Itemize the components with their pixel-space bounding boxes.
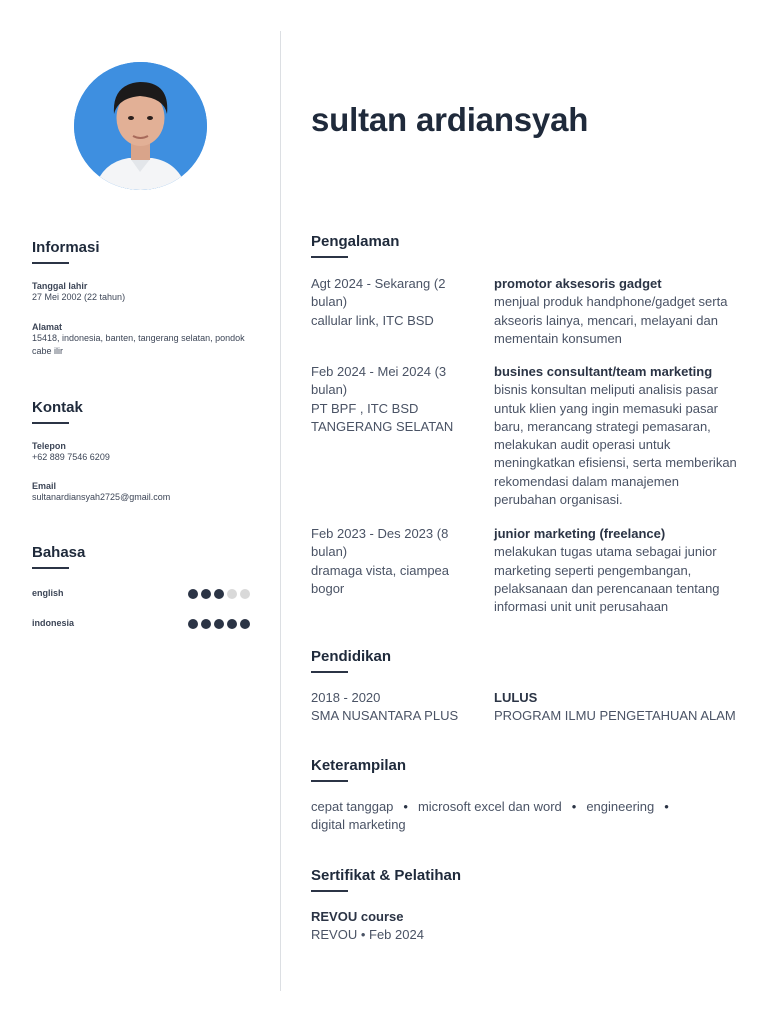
skill-separator: • — [664, 799, 669, 814]
experience-company: callular link, ITC BSD — [311, 312, 434, 328]
section-rule — [311, 256, 348, 258]
skill-item: microsoft excel dan word — [417, 799, 562, 814]
education-section — [311, 648, 741, 724]
language-name: indonesia — [32, 618, 75, 628]
experience-section — [311, 233, 741, 615]
language-level — [188, 619, 250, 629]
certificates-title: Sertifikat & Pelatihan — [311, 867, 462, 884]
level-dot — [201, 589, 211, 599]
level-dot — [227, 589, 237, 599]
education-program: PROGRAM ILMU PENGETAHUAN ALAM — [494, 708, 736, 724]
language-row — [32, 617, 250, 631]
address-value: 15418, indonesia, banten, tangerang selatan, pondok cabe ilir — [32, 333, 245, 356]
section-rule — [311, 890, 348, 892]
language-level — [188, 589, 250, 599]
email-label: Email — [32, 481, 57, 491]
language-title: Bahasa — [32, 544, 86, 561]
level-dot — [240, 619, 250, 629]
info-title: Informasi — [32, 239, 100, 256]
skill-item: cepat tanggap — [311, 799, 394, 814]
phone-label: Telepon — [32, 441, 66, 451]
experience-title: Pengalaman — [311, 233, 400, 250]
column-divider — [280, 31, 281, 991]
section-rule — [311, 671, 348, 673]
skills-section — [311, 757, 741, 835]
experience-role: promotor aksesoris gadget — [494, 276, 662, 291]
skill-separator: • — [571, 799, 577, 814]
experience-description: menjual produk handphone/gadget serta akseoris lainya, mencari, melayani dan mementain konsumen — [494, 294, 728, 346]
section-rule — [311, 780, 348, 782]
certificates-section — [311, 867, 741, 945]
level-dot — [240, 589, 250, 599]
skill-separator: • — [403, 799, 408, 814]
level-dot — [188, 589, 198, 599]
experience-period: Feb 2024 - Mei 2024 (3 bulan) — [311, 364, 447, 398]
language-section — [32, 544, 252, 639]
certificate-course: REVOU course — [311, 909, 404, 924]
contact-title: Kontak — [32, 399, 83, 416]
email-value: sultanardiansyah2725@gmail.com — [32, 492, 171, 502]
language-row — [32, 587, 250, 601]
birth-date-label: Tanggal lahir — [32, 281, 88, 291]
skill-item: digital marketing — [311, 817, 406, 833]
candidate-name: sultan ardiansyah — [311, 101, 589, 138]
contact-section — [32, 399, 252, 504]
experience-company: dramaga vista, ciampea bogor — [311, 562, 450, 596]
education-school: SMA NUSANTARA PLUS — [311, 708, 459, 724]
phone-value: +62 889 7546 6209 — [32, 452, 110, 462]
level-dot — [214, 589, 224, 599]
skills-list — [311, 798, 721, 835]
level-dot — [201, 619, 211, 629]
level-dot — [214, 619, 224, 629]
language-name: english — [32, 588, 64, 598]
section-rule — [32, 262, 69, 264]
info-section — [32, 239, 252, 358]
skills-title: Keterampilan — [311, 757, 407, 774]
experience-description: bisnis konsultan meliputi analisis pasar untuk klien yang ingin memasuki pasar baru, merancang strategi pemasaran, melakukan audit operasi untuk meningkatkan efisiensi, serta memberikan rekomendasi dalam manajemen perubahan organisasi. — [494, 382, 737, 508]
experience-period: Feb 2023 - Des 2023 (8 bulan) — [311, 526, 449, 560]
education-status: LULUS — [494, 690, 538, 705]
experience-company: PT BPF , ITC BSD TANGERANG SELATAN — [311, 400, 454, 434]
education-title: Pendidikan — [311, 648, 392, 665]
experience-period: Agt 2024 - Sekarang (2 bulan) — [311, 276, 446, 310]
level-dot — [227, 619, 237, 629]
birth-date-value: 27 Mei 2002 (22 tahun) — [32, 292, 126, 302]
address-label: Alamat — [32, 322, 63, 332]
profile-photo — [74, 62, 207, 190]
experience-description: melakukan tugas utama sebagai junior marketing seperti pengembangan, pelaksanaan dan perencanaan tentang informasi unit unit perusahaan — [494, 544, 720, 615]
level-dot — [188, 619, 198, 629]
education-period: 2018 - 2020 — [311, 690, 381, 705]
experience-role: busines consultant/team marketing — [494, 364, 713, 379]
certificate-detail: REVOU • Feb 2024 — [311, 927, 424, 943]
skill-item: engineering — [586, 799, 655, 814]
section-rule — [32, 422, 69, 424]
experience-role: junior marketing (freelance) — [494, 526, 666, 541]
person-portrait-icon — [74, 62, 207, 190]
